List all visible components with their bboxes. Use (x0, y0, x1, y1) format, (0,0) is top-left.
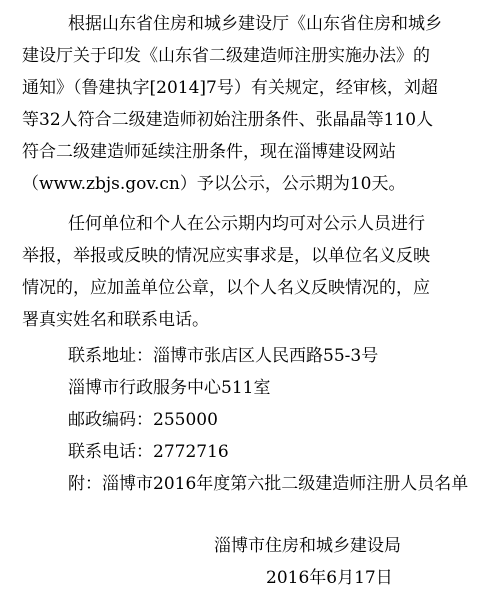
contact-address-line-1: 联系地址：淄博市张店区人民西路55-3号 (68, 346, 379, 366)
issuer-name: 淄博市住房和城乡建设局 (214, 536, 401, 556)
paragraph-1-line-2: 建设厅关于印发《山东省二级建造师注册实施办法》的 (22, 46, 430, 66)
paragraph-1-line-5: 符合二级建造师延续注册条件，现在淄博建设网站 (22, 142, 396, 162)
paragraph-1-line-3: 通知》（鲁建执字[2014]7号）有关规定，经审核，刘超 (22, 78, 438, 98)
paragraph-1-line-1: 根据山东省住房和城乡建设厅《山东省住房和城乡 (68, 14, 442, 34)
issue-date: 2016年6月17日 (266, 568, 393, 588)
paragraph-2-line-1: 任何单位和个人在公示期内均可对公示人员进行 (68, 214, 425, 234)
paragraph-2-line-2: 举报，举报或反映的情况应实事求是，以单位名义反映 (22, 246, 430, 266)
contact-address-line-2: 淄博市行政服务中心511室 (68, 378, 271, 398)
paragraph-1-line-4: 等32人符合二级建造师初始注册条件、张晶晶等110人 (22, 110, 434, 130)
paragraph-2-line-4: 署真实姓名和联系电话。 (22, 310, 209, 330)
contact-postal-code: 邮政编码：255000 (68, 410, 218, 430)
contact-phone: 联系电话：2772716 (68, 442, 229, 462)
paragraph-2-line-3: 情况的，应加盖单位公章，以个人名义反映情况的，应 (22, 278, 430, 298)
paragraph-1-line-6: （www.zbjs.gov.cn）予以公示，公示期为10天。 (22, 174, 406, 194)
attachment-note: 附：淄博市2016年度第六批二级建造师注册人员名单 (68, 474, 469, 494)
